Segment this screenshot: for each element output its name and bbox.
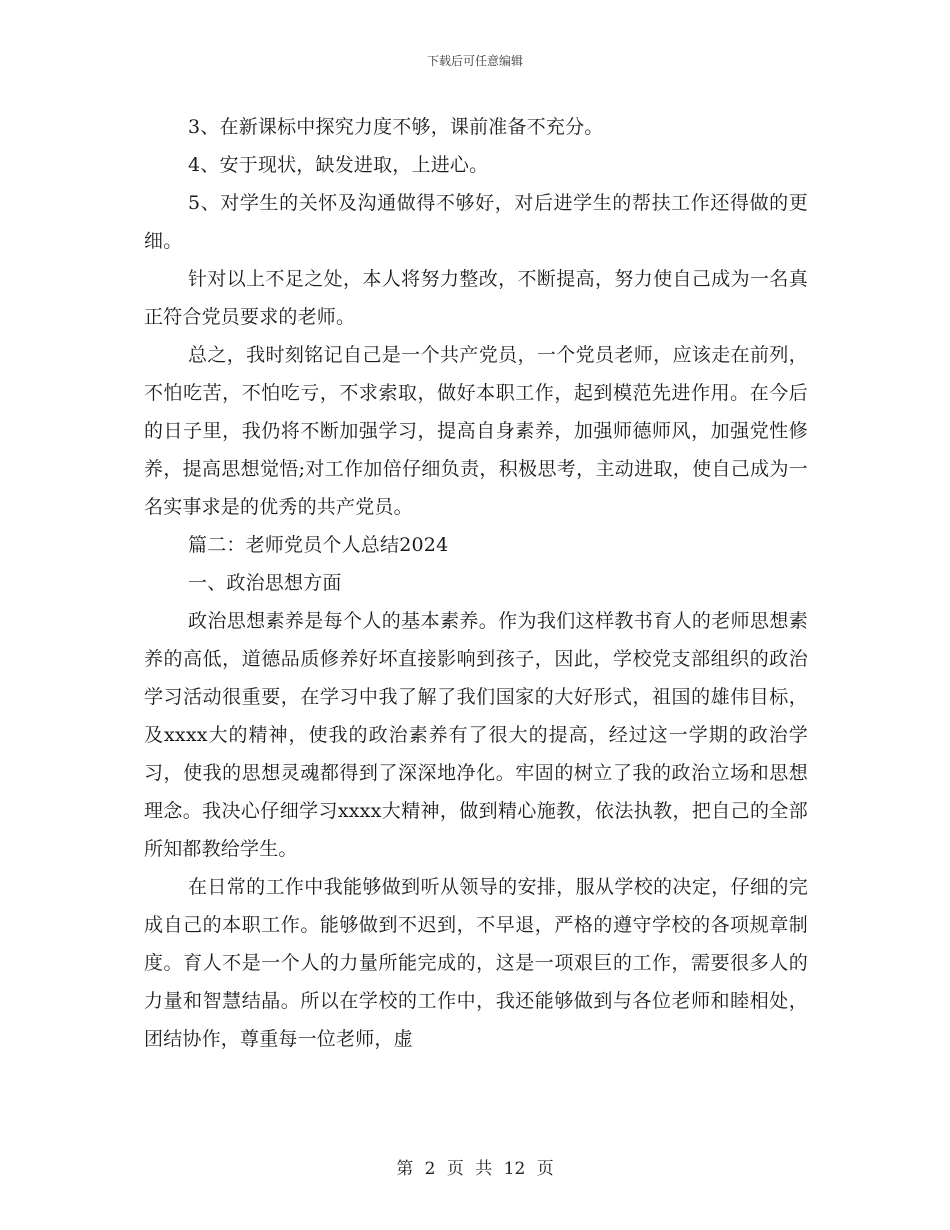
paragraph-item-3: 3、在新课标中探究力度不够，课前准备不充分。 <box>188 116 604 138</box>
paragraph-conclusion: 总之，我时刻铭记自己是一个共产党员，一个党员老师，应该走在前列，不怕吃苦，不怕吃亏，不求索取，做好本职工作，起到模范先进作用。在今后的日子里，我仍将不断加强学习，提高自身素养，加强师德师风，加强党性修养，提高思想觉悟;对工作加倍仔细负责，积极思考，主动进取，使自己成为一名实事求是的优秀的共产党员。 <box>144 344 808 518</box>
page-header: 下载后可任意编辑 <box>426 54 523 68</box>
paragraph-daily-work: 在日常的工作中我能够做到听从领导的安排，服从学校的决定，仔细的完成自己的本职工作。能够做到不迟到，不早退，严格的遵守学校的各项规章制度。育人不是一个人的力量所能完成的，这是一项艰巨的工作，需要很多人的力量和智慧结晶。所以在学校的工作中，我还能够做到与各位老师和睦相处，团结协作，尊重每一位老师，虚 <box>144 876 808 1050</box>
paragraph-improvement: 针对以上不足之处，本人将努力整改，不断提高，努力使自己成为一名真正符合党员要求的老师。 <box>144 268 808 328</box>
paragraph-item-5: 5、对学生的关怀及沟通做得不够好，对后进学生的帮扶工作还得做的更细。 <box>144 192 808 252</box>
section-title: 篇二：老师党员个人总结2024 <box>188 534 449 556</box>
subsection-heading: 一、政治思想方面 <box>188 572 342 594</box>
document-body <box>144 108 808 1058</box>
paragraph-item-4: 4、安于现状，缺发进取，上进心。 <box>188 154 489 176</box>
paragraph-political: 政治思想素养是每个人的基本素养。作为我们这样教书育人的老师思想素养的高低，道德品质修养好坏直接影响到孩子，因此，学校党支部组织的政治学习活动很重要，在学习中我了解了我们国家的大好形式，祖国的雄伟目标，及xxxx大的精神，使我的政治素养有了很大的提高，经过这一学期的政治学习，使我的思想灵魂都得到了深深地净化。牢固的树立了我的政治立场和思想理念。我决心仔细学习xxxx大精神，做到精心施教，依法执教，把自己的全部所知都教给学生。 <box>144 610 808 860</box>
page-number: 第 2 页 共 12 页 <box>396 1159 554 1179</box>
